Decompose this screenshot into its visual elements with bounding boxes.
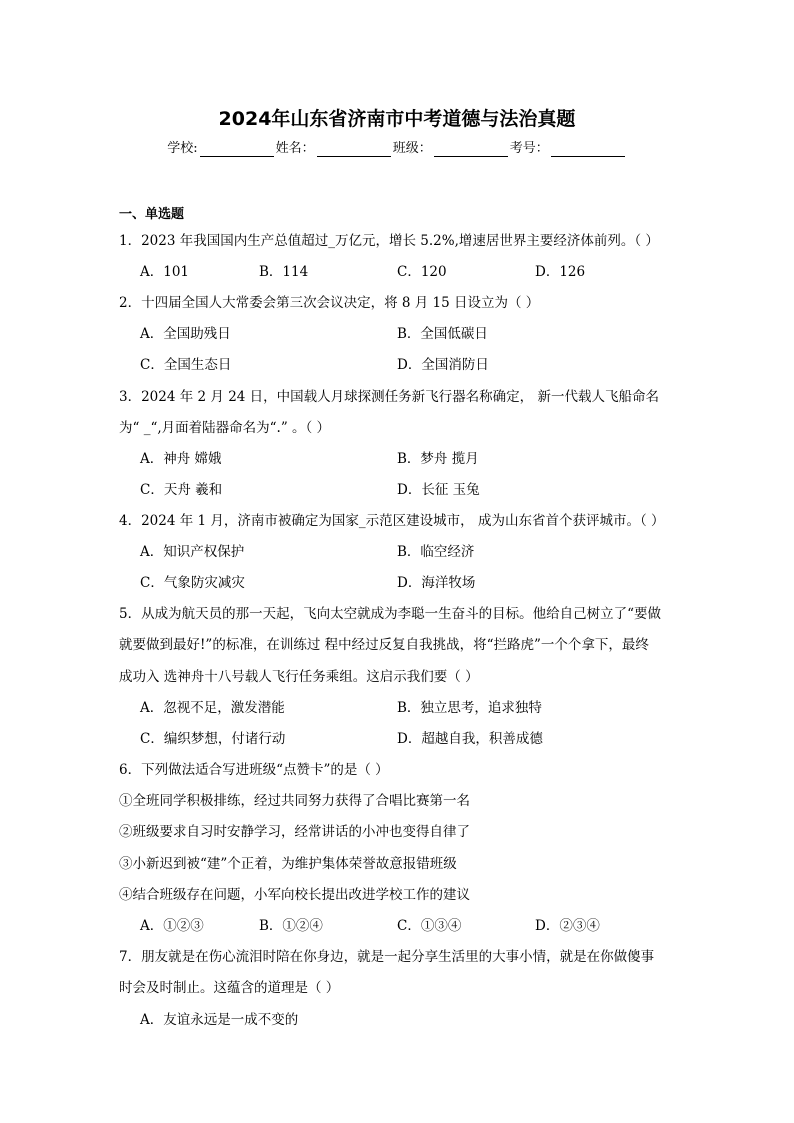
q6-option-b: B．①②④ <box>259 918 323 934</box>
q4-option-a: A．知识产权保护 <box>140 544 245 560</box>
question-5-stem-line-3: 成功入 选神舟十八号载人飞行任务乘组。这启示我们要（ ） <box>119 669 479 685</box>
question-7-stem-line-1: 7．朋友就是在伤心流泪时陪在你身边，就是一起分享生活里的大事小情，就是在你做傻事 <box>119 949 655 965</box>
question-6-stem: 6．下列做法适合写进班级“点赞卡”的是（ ） <box>119 762 389 778</box>
q6-option-c: C．①③④ <box>397 918 462 934</box>
q6-statement-2: ②班级要求自习时安静学习，经常讲话的小冲也变得自律了 <box>119 824 470 840</box>
class-label: 班级： <box>392 141 432 156</box>
q2-option-a: A．全国助残日 <box>140 326 231 342</box>
q6-statement-4: ④结合班级存在问题，小军向校长提出改进学校工作的建议 <box>119 887 470 903</box>
question-1-stem: 1．2023 年我国国内生产总值超过_万亿元，增长 5.2%,增速居世界主要经济体前列。（ ） <box>119 233 659 249</box>
q3-option-d: D．长征 玉兔 <box>397 482 480 498</box>
exam-no-label: 考号： <box>509 141 549 156</box>
page-title: 2024年山东省济南市中考道德与法治真题 <box>218 108 576 130</box>
q1-option-b: B．114 <box>259 264 309 280</box>
q1-option-c: C．120 <box>397 264 447 280</box>
student-info-line <box>0 137 794 157</box>
question-4-stem: 4．2024 年 1 月，济南市被确定为国家_示范区建设城市， 成为山东省首个获评城市。（ ） <box>119 513 665 529</box>
q6-statement-1: ①全班同学积极排练，经过共同努力获得了合唱比赛第一名 <box>119 793 470 809</box>
q2-option-c: C．全国生态日 <box>140 357 232 373</box>
q2-option-b: B．全国低碳日 <box>397 326 488 342</box>
section-heading: 一、单选题 <box>119 207 185 222</box>
name-label: 姓名： <box>275 141 315 156</box>
q5-option-c: C．编织梦想，付诸行动 <box>140 731 286 747</box>
q3-option-c: C．天舟 羲和 <box>140 482 223 498</box>
q2-option-d: D．全国消防日 <box>397 357 489 373</box>
name-blank[interactable] <box>317 141 391 157</box>
class-blank[interactable] <box>434 141 508 157</box>
q3-option-b: B．梦舟 揽月 <box>397 451 479 467</box>
q4-option-d: D．海洋牧场 <box>397 575 476 591</box>
question-5-stem-line-2: 就要做到最好!”的标准，在训练过 程中经过反复自我挑战，将“拦路虎”一个个拿下，最终 <box>119 637 649 653</box>
q4-option-c: C．气象防灾减灾 <box>140 575 245 591</box>
question-2-stem: 2．十四届全国人大常委会第三次会议决定，将 8 月 15 日设立为（ ） <box>119 295 540 311</box>
school-label: 学校: <box>167 141 198 156</box>
question-3-stem-line-2: 为“ _“,月面着陆器命名为“.” 。（ ） <box>119 420 331 436</box>
q7-option-a: A．友谊永远是一成不变的 <box>140 1012 299 1028</box>
q3-option-a: A．神舟 嫦娥 <box>140 451 222 467</box>
q5-option-a: A．忽视不足，激发潜能 <box>140 700 285 716</box>
q4-option-b: B．临空经济 <box>397 544 475 560</box>
school-blank[interactable] <box>200 141 274 157</box>
q5-option-b: B．独立思考，追求独特 <box>397 700 542 716</box>
question-5-stem-line-1: 5．从成为航天员的那一天起，飞向太空就成为李聪一生奋斗的目标。他给自己树立了“要做 <box>119 606 661 622</box>
q6-option-a: A．①②③ <box>140 918 204 934</box>
q1-option-d: D．126 <box>535 264 586 280</box>
q6-statement-3: ③小新迟到被“建”个正着，为维护集体荣誉故意报错班级 <box>119 856 457 872</box>
exam-no-blank[interactable] <box>551 141 625 157</box>
question-3-stem-line-1: 3．2024 年 2 月 24 日，中国载人月球探测任务新飞行器名称确定， 新一代载人飞船命名 <box>119 389 659 405</box>
q6-option-d: D．②③④ <box>535 918 600 934</box>
question-7-stem-line-2: 时会及时制止。这蕴含的道理是（ ） <box>119 980 340 996</box>
q1-option-a: A．101 <box>140 264 190 280</box>
q5-option-d: D．超越自我，积善成德 <box>397 731 543 747</box>
